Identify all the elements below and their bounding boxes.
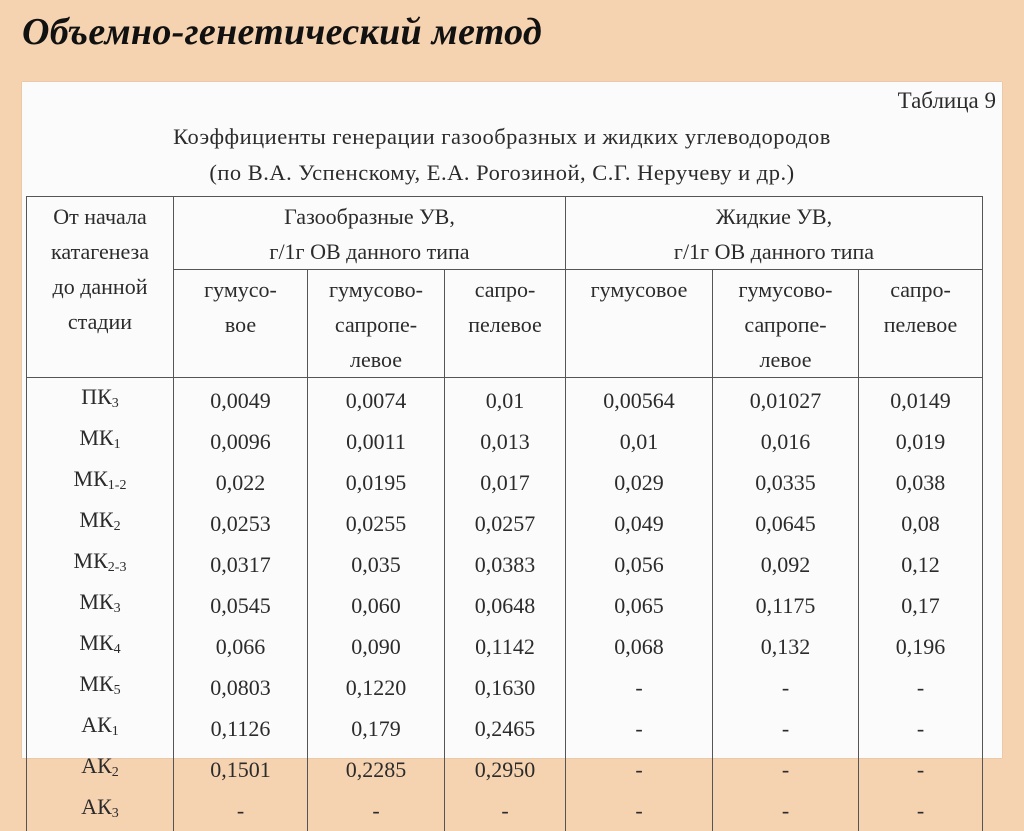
value-cell: 0,1501	[174, 749, 308, 790]
value-cell: 0,017	[445, 462, 566, 503]
stage-cell: $АК_2$	[27, 749, 174, 790]
value-cell: 0,1220	[308, 667, 445, 708]
gas-sapropel-header: сапро- пелевое	[445, 270, 566, 378]
value-cell: 0,0803	[174, 667, 308, 708]
value-cell: -	[308, 790, 445, 831]
stage-cell: $МК_{1-2}$	[27, 462, 174, 503]
stage-cell: $ПК_3$	[27, 378, 174, 422]
value-cell: 0,00564	[566, 378, 713, 422]
value-cell: -	[713, 667, 859, 708]
value-cell: 0,0317	[174, 544, 308, 585]
table-row	[27, 708, 983, 749]
value-cell: -	[713, 708, 859, 749]
table-row	[27, 544, 983, 585]
value-cell: 0,12	[859, 544, 983, 585]
value-cell: 0,092	[713, 544, 859, 585]
value-cell: 0,022	[174, 462, 308, 503]
value-cell: 0,0257	[445, 503, 566, 544]
value-cell: -	[566, 790, 713, 831]
liquid-mixed-header: гумусово- сапропе- левое	[713, 270, 859, 378]
value-cell: 0,090	[308, 626, 445, 667]
value-cell: 0,0335	[713, 462, 859, 503]
value-cell: 0,2285	[308, 749, 445, 790]
table-row	[27, 503, 983, 544]
value-cell: 0,065	[566, 585, 713, 626]
stage-column-header: От начала катагенеза до данной стадии	[27, 197, 174, 378]
gas-group-header: Газообразные УВ, г/1г ОВ данного типа	[174, 197, 566, 270]
value-cell: 0,019	[859, 421, 983, 462]
value-cell: 0,029	[566, 462, 713, 503]
value-cell: 0,01	[445, 378, 566, 422]
table-caption-line1: Коэффициенты генерации газообразных и жидких углеводородов	[22, 124, 982, 150]
value-cell: 0,0383	[445, 544, 566, 585]
value-cell: 0,01027	[713, 378, 859, 422]
value-cell: 0,038	[859, 462, 983, 503]
stage-cell: $АК_1$	[27, 708, 174, 749]
value-cell: -	[566, 749, 713, 790]
value-cell: 0,2950	[445, 749, 566, 790]
liquid-humic-header: гумусовое	[566, 270, 713, 378]
value-cell: 0,056	[566, 544, 713, 585]
table-row	[27, 378, 983, 422]
value-cell: 0,066	[174, 626, 308, 667]
value-cell: 0,0049	[174, 378, 308, 422]
table-row	[27, 585, 983, 626]
value-cell: -	[859, 790, 983, 831]
value-cell: 0,035	[308, 544, 445, 585]
value-cell: -	[713, 790, 859, 831]
value-cell: 0,0545	[174, 585, 308, 626]
value-cell: 0,132	[713, 626, 859, 667]
value-cell: 0,1142	[445, 626, 566, 667]
table-row	[27, 749, 983, 790]
value-cell: -	[859, 708, 983, 749]
table-row	[27, 626, 983, 667]
value-cell: 0,0648	[445, 585, 566, 626]
value-cell: 0,0645	[713, 503, 859, 544]
value-cell: -	[859, 667, 983, 708]
value-cell: 0,08	[859, 503, 983, 544]
value-cell: 0,068	[566, 626, 713, 667]
table-sheet	[22, 82, 1002, 758]
liquid-sapropel-header: сапро- пелевое	[859, 270, 983, 378]
value-cell: 0,0195	[308, 462, 445, 503]
value-cell: 0,0149	[859, 378, 983, 422]
value-cell: 0,0074	[308, 378, 445, 422]
value-cell: 0,013	[445, 421, 566, 462]
table-number: Таблица 9	[898, 88, 996, 114]
table-row	[27, 421, 983, 462]
value-cell: 0,1630	[445, 667, 566, 708]
table-row	[27, 790, 983, 831]
slide-title: Объемно-генетический метод	[22, 10, 542, 54]
value-cell: -	[174, 790, 308, 831]
value-cell: 0,01	[566, 421, 713, 462]
value-cell: 0,196	[859, 626, 983, 667]
value-cell: 0,0096	[174, 421, 308, 462]
value-cell: 0,0011	[308, 421, 445, 462]
table-caption-line2: (по В.А. Успенскому, Е.А. Рогозиной, С.Г. Неручеву и др.)	[22, 160, 982, 186]
value-cell: 0,1126	[174, 708, 308, 749]
stage-cell: $МК_3$	[27, 585, 174, 626]
value-cell: 0,049	[566, 503, 713, 544]
value-cell: 0,060	[308, 585, 445, 626]
stage-cell: $АК_3$	[27, 790, 174, 831]
table-body	[27, 378, 983, 831]
value-cell: -	[566, 708, 713, 749]
value-cell: 0,1175	[713, 585, 859, 626]
table-row	[27, 462, 983, 503]
stage-cell: $МК_{2-3}$	[27, 544, 174, 585]
value-cell: 0,2465	[445, 708, 566, 749]
stage-cell: $МК_4$	[27, 626, 174, 667]
value-cell: -	[713, 749, 859, 790]
value-cell: -	[445, 790, 566, 831]
stage-cell: $МК_5$	[27, 667, 174, 708]
value-cell: 0,016	[713, 421, 859, 462]
table-row	[27, 667, 983, 708]
liquid-group-header: Жидкие УВ, г/1г ОВ данного типа	[566, 197, 983, 270]
value-cell: 0,0255	[308, 503, 445, 544]
value-cell: 0,0253	[174, 503, 308, 544]
value-cell: -	[859, 749, 983, 790]
stage-cell: $МК_2$	[27, 503, 174, 544]
gas-mixed-header: гумусово- сапропе- левое	[308, 270, 445, 378]
value-cell: 0,17	[859, 585, 983, 626]
generation-coefficients-table	[26, 196, 983, 831]
stage-cell: $МК_1$	[27, 421, 174, 462]
gas-humic-header: гумусо- вое	[174, 270, 308, 378]
value-cell: -	[566, 667, 713, 708]
value-cell: 0,179	[308, 708, 445, 749]
